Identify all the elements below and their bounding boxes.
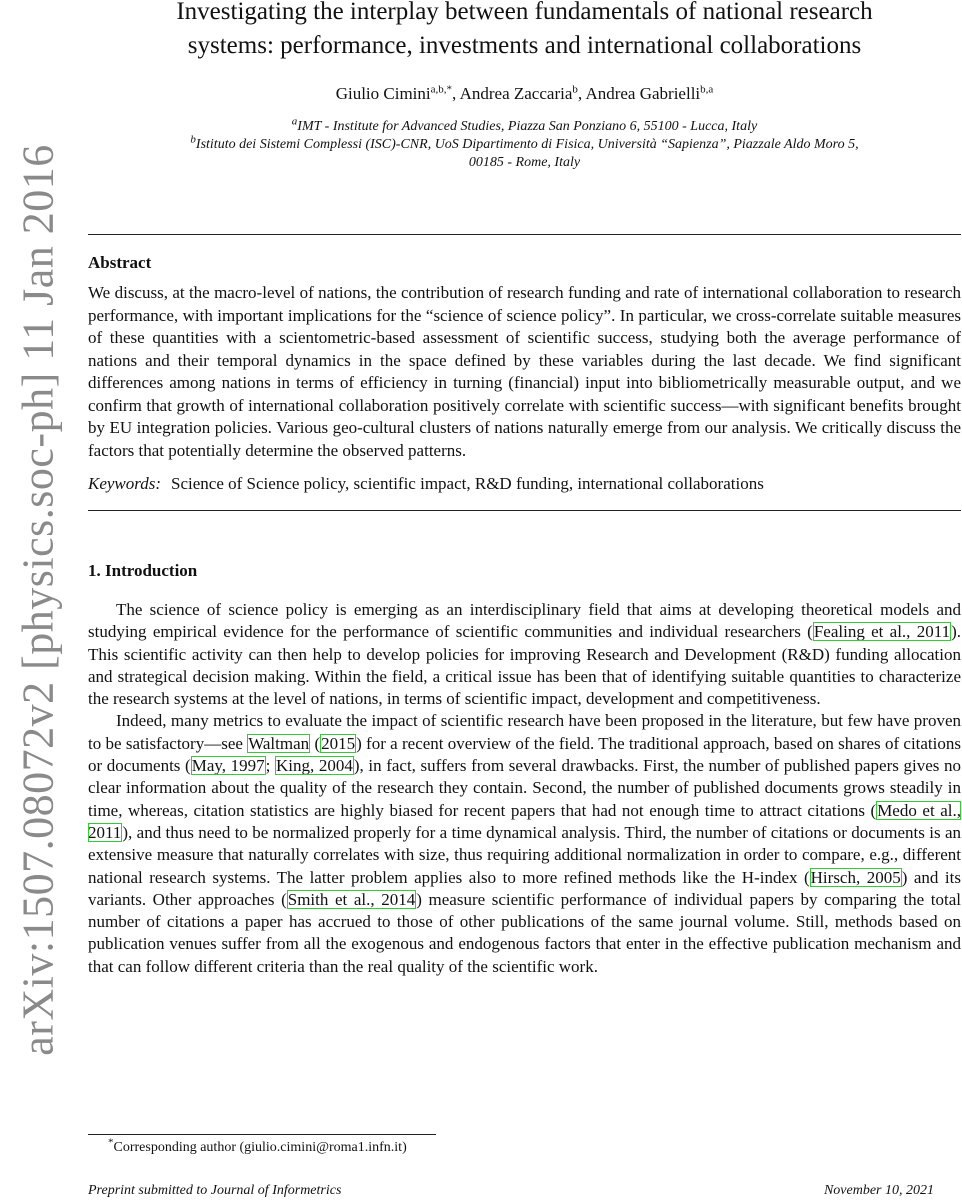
citation-link[interactable]: Smith et al., 2014 [287, 889, 416, 909]
author-list [88, 84, 961, 104]
author-2-affil: b [572, 83, 578, 96]
author-2-name: Andrea Zaccaria [459, 84, 573, 103]
section-heading-introduction: 1. Introduction [88, 561, 198, 580]
affiliation-b-mark: b [190, 133, 196, 146]
text-run: ( [310, 733, 321, 753]
author-1-name: Giulio Cimini [335, 84, 431, 103]
text-run: ) for a recent overview of the field. The traditional approach, based on shares of citations or documents ( [88, 733, 961, 776]
arxiv-identifier-stamp: arXiv:1507.08072v2 [physics.soc-ph] 11 Jan 2016 [13, 144, 63, 1056]
citation-link[interactable]: King, 2004 [275, 756, 353, 776]
intro-paragraph-1 [88, 599, 961, 710]
abstract-text: We discuss, at the macro-level of nations, the contribution of research funding and rate of international collaboration to research performance, with important implications for the “science of science policy”. In particular, we cross-correlate suitable measures of these quantities with a scientometric-based assessment of scientific success, studying both the average performance of nations and their temporal dynamics in the space defined by these variables during the last decade. We find significant differences among nations in terms of efficiency in turning (financial) input into bibliometrically measurable output, and we confirm that growth of international collaboration positively correlate with scientific success—with significant benefits brought by EU integration policies. Various geo-cultural clusters of nations naturally emerge from our analysis. We critically discuss the factors that potentially determine the observed patterns. [88, 283, 961, 460]
affiliation-a [88, 115, 961, 136]
citation-link[interactable]: Medo et al., 2011 [88, 800, 961, 842]
author-3-name: Andrea Gabrielli [585, 84, 701, 103]
text-run: ) and its variants. Other approaches ( [88, 867, 961, 909]
text-run: ), and thus need to be normalized properly for a time dynamical analysis. Third, the number of citations or documents is an extensive measure that naturally correlates with size, thus requiring additional normalization in order to compare, e.g., different national research systems. The latter problem applies also to more refined methods like the H-index ( [88, 822, 961, 887]
footnote [108, 1136, 407, 1156]
keywords [88, 474, 961, 494]
text-run: The science of science policy is emerging as an interdisciplinary field that aims at developing theoretical models and studying empirical evidence for the performance of scientific communities and individual researchers ( [88, 600, 961, 642]
citation-link[interactable]: May, 1997 [191, 756, 265, 776]
keywords-text: Science of Science policy, scientific impact, R&D funding, international collaborations [171, 474, 764, 493]
footnote-text: Corresponding author (giulio.cimini@roma1.infn.it) [113, 1140, 407, 1155]
title-line-1: Investigating the interplay between fundamentals of national research [176, 0, 873, 25]
affiliation-b [88, 133, 961, 154]
text-run: ), in fact, suffers from several drawbacks. First, the number of published papers gives no clear information about the quality of the research they contain. Second, the number of published documents grows steadily in time, whereas, citation statistics are highly biased for recent papers that had not enough time to attract citations ( [88, 756, 961, 820]
keywords-label: Keywords: [88, 474, 162, 493]
footnote-rule [88, 1134, 436, 1135]
abstract-heading: Abstract [88, 253, 152, 272]
footer-date: November 10, 2021 [823, 1183, 934, 1198]
footnote-mark: * [108, 1136, 114, 1149]
author-separator: , [577, 84, 586, 103]
title-line-2: systems: performance, investments and international collaborations [187, 32, 862, 59]
affiliation-a-text: IMT - Institute for Advanced Studies, Piazza San Ponziano 6, 55100 - Lucca, Italy [297, 119, 758, 134]
affiliations [88, 115, 961, 172]
affiliation-b-line2: 00185 - Rome, Italy [468, 155, 581, 170]
abstract-top-rule [88, 234, 961, 235]
intro-paragraph-2 [88, 710, 961, 978]
text-run: Indeed, many metrics to evaluate the impact of scientific research have been proposed in the literature, but few have proven to be satisfactory—see [88, 711, 961, 753]
affiliation-b-text-line1: Istituto dei Sistemi Complessi (ISC)-CNR, UoS Dipartimento di Fisica, Università “Sapienza”, Piazzale Aldo Moro 5, [195, 137, 859, 152]
citation-link[interactable]: Hirsch, 2005 [810, 867, 901, 887]
text-run: ; [265, 756, 275, 776]
text-run: ). This scientific activity can then help to develop policies for improving Research and Development (R&D) funding allocation and strategical decision making. Within the field, a critical issue has been that of identifying suitable quantities to characterize the research systems at the level of nations, in terms of scientific impact, development and competitiveness. [88, 622, 961, 709]
paper-title [88, 0, 961, 63]
citation-link[interactable]: Waltman [248, 733, 310, 753]
affiliation-a-mark: a [291, 115, 298, 128]
paper-content [88, 0, 961, 978]
footer-journal: Preprint submitted to Journal of Informetrics [88, 1183, 342, 1198]
author-3-affil: b,a [700, 83, 714, 96]
abstract-bottom-rule [88, 510, 961, 511]
citation-link[interactable]: 2015 [321, 733, 356, 753]
author-separator: , [452, 84, 460, 103]
citation-link[interactable]: Fealing et al., 2011 [813, 622, 951, 642]
text-run: ) measure scientific performance of individual papers by comparing the total number of citations a paper has accrued to those of other publications of the same journal volume. Still, methods based on publication venues suffer from all the exogenous and endogenous factors that enter in the effective publication mechanism and that can follow different criteria than the real quality of the scientific work. [88, 889, 961, 976]
author-1-affil: a,b,* [430, 83, 453, 96]
